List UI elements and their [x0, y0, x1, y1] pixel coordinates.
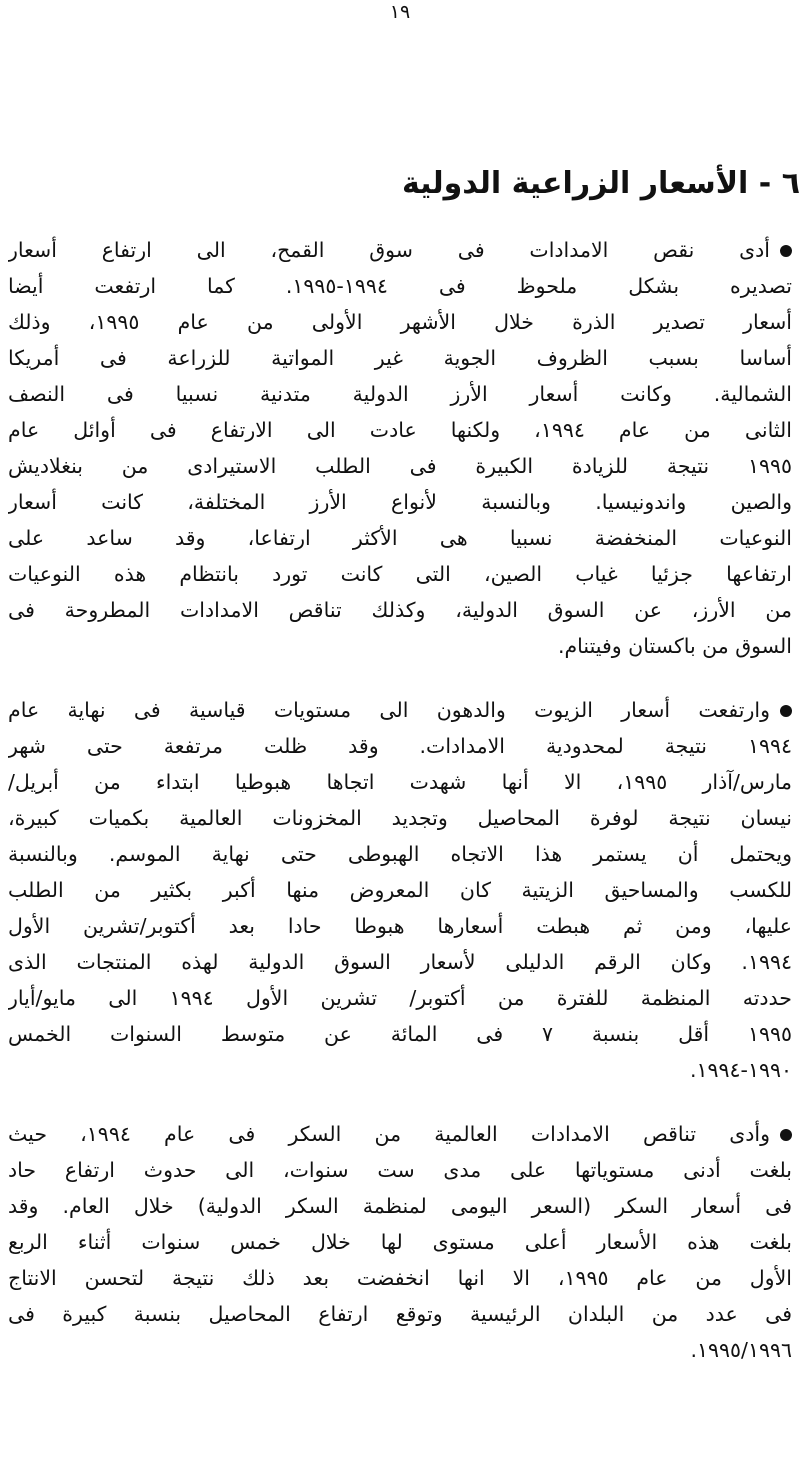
text-line-content: وأدى تناقص الامدادات العالمية من السكر فى عام ١٩٩٤، حيث [8, 1122, 770, 1146]
text-line: والصين واندونيسيا. وبالنسبة لأنواع الأرز المختلفة، كانت أسعار [8, 490, 792, 514]
text-line: ١٩٩٥ نتيجة للزيادة الكبيرة فى الطلب الاستيرادى من بنغلاديش [8, 454, 792, 478]
text-line: الثانى من عام ١٩٩٤، ولكنها عادت الى الارتفاع فى أوائل عام [8, 418, 792, 442]
text-line: النوعيات المنخفضة نسبيا هى الأكثر ارتفاعا، وقد ساعد على [8, 526, 792, 550]
page-content [8, 232, 792, 1396]
text-line: ١٩٩٠-١٩٩٤. [689, 1058, 792, 1082]
text-line [8, 692, 792, 728]
text-line-content: أدى نقص الامدادات فى سوق القمح، الى ارتفاع أسعار [8, 238, 770, 262]
text-line: ويحتمل أن يستمر هذا الاتجاه الهبوطى حتى نهاية الموسم. وبالنسبة [8, 842, 792, 866]
text-line: فى أسعار السكر (السعر اليومى لمنظمة السكر الدولية) خلال العام. وقد [8, 1194, 792, 1218]
text-line-content: وارتفعت أسعار الزيوت والدهون الى مستويات قياسية فى نهاية عام [8, 698, 770, 722]
paragraph-oils-fats [8, 692, 792, 1088]
text-line: من الأرز، عن السوق الدولية، وكذلك تناقص الامدادات المطروحة فى [8, 598, 792, 622]
text-line [8, 1116, 792, 1152]
bullet-icon [780, 705, 792, 717]
text-line: فى عدد من البلدان الرئيسية وتوقع ارتفاع المحاصيل بنسبة كبيرة فى [8, 1302, 792, 1326]
text-line: عليها، ومن ثم هبطت أسعارها هبوطا حادا بعد أكتوبر/تشرين الأول [8, 914, 792, 938]
bullet-icon [780, 1129, 792, 1141]
text-line: بلغت أدنى مستوياتها على مدى ست سنوات، الى حدوث ارتفاع حاد [8, 1158, 792, 1182]
text-line: تصديره بشكل ملحوظ فى ١٩٩٤-١٩٩٥. كما ارتفعت أيضا [8, 274, 792, 298]
page-number: ١٩ [389, 1, 411, 23]
text-line: ١٩٩٤. وكان الرقم الدليلى لأسعار السوق الدولية لهذه المنتجات الذى [8, 950, 792, 974]
section-title: ٦ - الأسعار الزراعية الدولية [401, 166, 800, 201]
text-line: بلغت هذه الأسعار أعلى مستوى لها خلال خمس سنوات أثناء الربع [8, 1230, 792, 1254]
text-line [8, 232, 792, 268]
text-line: نيسان نتيجة لوفرة المحاصيل وتجديد المخزونات العالمية بكميات كبيرة، [8, 806, 792, 830]
text-line: السوق من باكستان وفيتنام. [557, 634, 792, 658]
text-line: أسعار تصدير الذرة خلال الأشهر الأولى من عام ١٩٩٥، وذلك [8, 310, 792, 334]
paragraph-wheat-rice [8, 232, 792, 664]
text-line: مارس/آذار ١٩٩٥، الا أنها شهدت اتجاها هبوطيا ابتداء من أبريل/ [8, 770, 792, 794]
text-line: ١٩٩٤ نتيجة لمحدودية الامدادات. وقد ظلت مرتفعة حتى شهر [8, 734, 792, 758]
text-line: حددته المنظمة للفترة من أكتوبر/ تشرين الأول ١٩٩٤ الى مايو/أيار [8, 986, 792, 1010]
text-line: الشمالية. وكانت أسعار الأرز الدولية متدنية نسبيا فى النصف [8, 382, 792, 406]
text-line: ١٩٩٥ أقل بنسبة ٧ فى المائة عن متوسط السنوات الخمس [8, 1022, 792, 1046]
text-line: ارتفاعها جزئيا غياب الصين، التى كانت تورد بانتظام هذه النوعيات [8, 562, 792, 586]
text-line: أساسا بسبب الظروف الجوية غير المواتية للزراعة فى أمريكا [8, 346, 792, 370]
paragraph-sugar [8, 1116, 792, 1368]
text-line: الأول من عام ١٩٩٥، الا انها انخفضت بعد ذلك نتيجة لتحسن الانتاج [8, 1266, 792, 1290]
text-line: للكسب والمساحيق الزيتية كان المعروض منها أكبر بكثير من الطلب [8, 878, 792, 902]
text-line: ١٩٩٥/١٩٩٦. [690, 1338, 792, 1362]
bullet-icon [780, 245, 792, 257]
